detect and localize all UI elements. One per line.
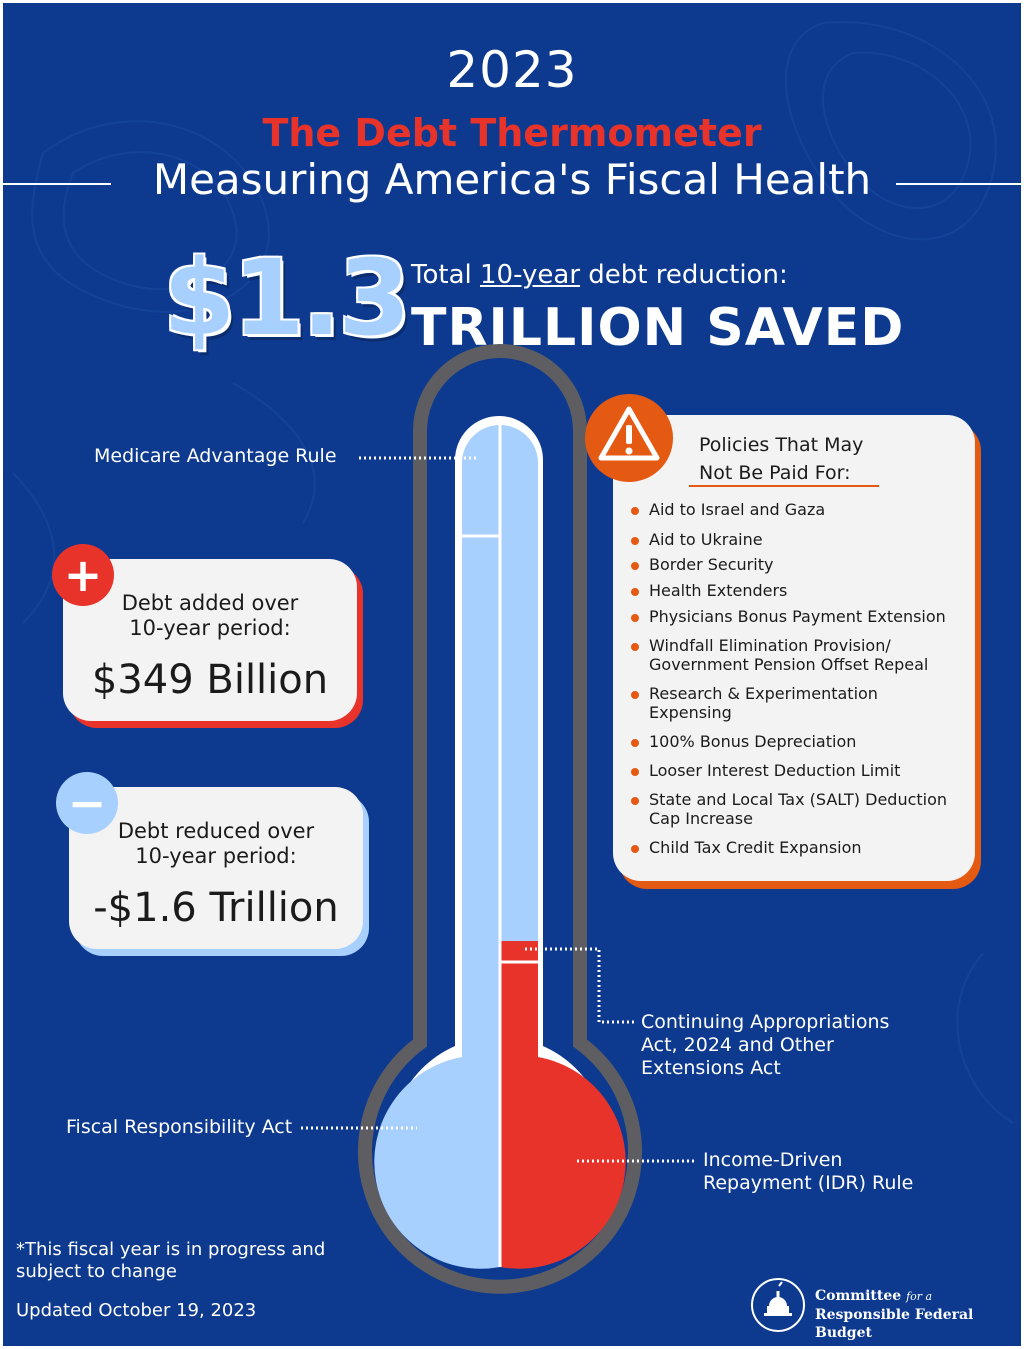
org-name-line1 xyxy=(815,1287,1021,1306)
headline-unit: TRILLION SAVED xyxy=(411,298,905,358)
capitol-logo-icon xyxy=(749,1276,807,1334)
footnote-line1: *This fiscal year is in progress and xyxy=(16,1239,326,1260)
callout-car-line1: Continuing Appropriations xyxy=(641,1011,890,1033)
thermometer-fill-upper-right xyxy=(500,425,538,941)
org-name-for-a: for a xyxy=(906,1290,933,1303)
policies-heading-line1: Policies That May xyxy=(699,434,864,456)
page-subtitle: Measuring America's Fiscal Health xyxy=(152,155,872,204)
list-item: Research & Experimentation Expensing xyxy=(631,684,961,722)
callout-continuing-appropriations xyxy=(641,1011,889,1080)
thermometer-fill-added xyxy=(500,941,626,1269)
callout-fiscal-responsibility-act: Fiscal Responsibility Act xyxy=(66,1116,293,1138)
footnote xyxy=(16,1239,325,1283)
updated-date: Updated October 19, 2023 xyxy=(16,1300,257,1321)
callout-car-line2: Act, 2024 and Other xyxy=(641,1034,834,1056)
callout-idr-rule xyxy=(703,1149,913,1195)
org-name-line2: Responsible Federal Budget xyxy=(815,1307,974,1341)
debt-added-amount: $349 Billion xyxy=(91,657,329,703)
callout-idr-line1: Income-Driven xyxy=(703,1149,843,1171)
list-item: Border Security xyxy=(631,555,961,574)
plus-icon: + xyxy=(52,544,114,606)
list-item: State and Local Tax (SALT) Deduction Cap Increase xyxy=(631,790,961,828)
list-item: Looser Interest Deduction Limit xyxy=(631,761,961,780)
year-heading: 2023 xyxy=(446,41,578,99)
list-item: Aid to Israel and Gaza xyxy=(631,500,961,519)
callout-idr-line2: Repayment (IDR) Rule xyxy=(703,1172,914,1194)
page-title: The Debt Thermometer xyxy=(262,111,762,155)
debt-added-label-line1: Debt added over xyxy=(121,591,299,615)
org-name-committee: Committee xyxy=(815,1288,907,1304)
footnote-line2: subject to change xyxy=(16,1261,177,1282)
policies-heading-underline xyxy=(689,485,879,487)
list-item: Health Extenders xyxy=(631,581,961,600)
headline-label-suffix: debt reduction: xyxy=(580,260,788,290)
list-item: Child Tax Credit Expansion xyxy=(631,838,961,857)
debt-reduced-label-line1: Debt reduced over xyxy=(117,819,315,843)
list-item: 100% Bonus Depreciation xyxy=(631,732,961,751)
org-name xyxy=(815,1287,1021,1342)
debt-reduced-label-line2: 10-year period: xyxy=(135,844,297,868)
headline-amount: $1.3 xyxy=(163,237,408,359)
list-item: Aid to Ukraine xyxy=(631,530,961,549)
debt-reduced-amount: -$1.6 Trillion xyxy=(93,885,339,931)
policies-list xyxy=(631,500,961,857)
callout-medicare-advantage: Medicare Advantage Rule xyxy=(94,445,337,467)
minus-icon: − xyxy=(56,772,118,834)
infographic-poster xyxy=(3,3,1021,1346)
callout-car-line3: Extensions Act xyxy=(641,1057,781,1079)
headline-label-prefix: Total xyxy=(411,260,480,290)
headline-label-underlined: 10-year xyxy=(480,260,581,290)
warning-triangle-icon xyxy=(583,392,675,484)
list-item: Windfall Elimination Provision/ Government Pension Offset Repeal xyxy=(631,636,961,674)
policies-heading-line2: Not Be Paid For: xyxy=(699,462,851,484)
debt-added-label-line2: 10-year period: xyxy=(129,616,291,640)
thermometer-fill-reduction xyxy=(374,425,500,1269)
policies-heading xyxy=(699,431,863,487)
list-item: Physicians Bonus Payment Extension xyxy=(631,607,961,626)
